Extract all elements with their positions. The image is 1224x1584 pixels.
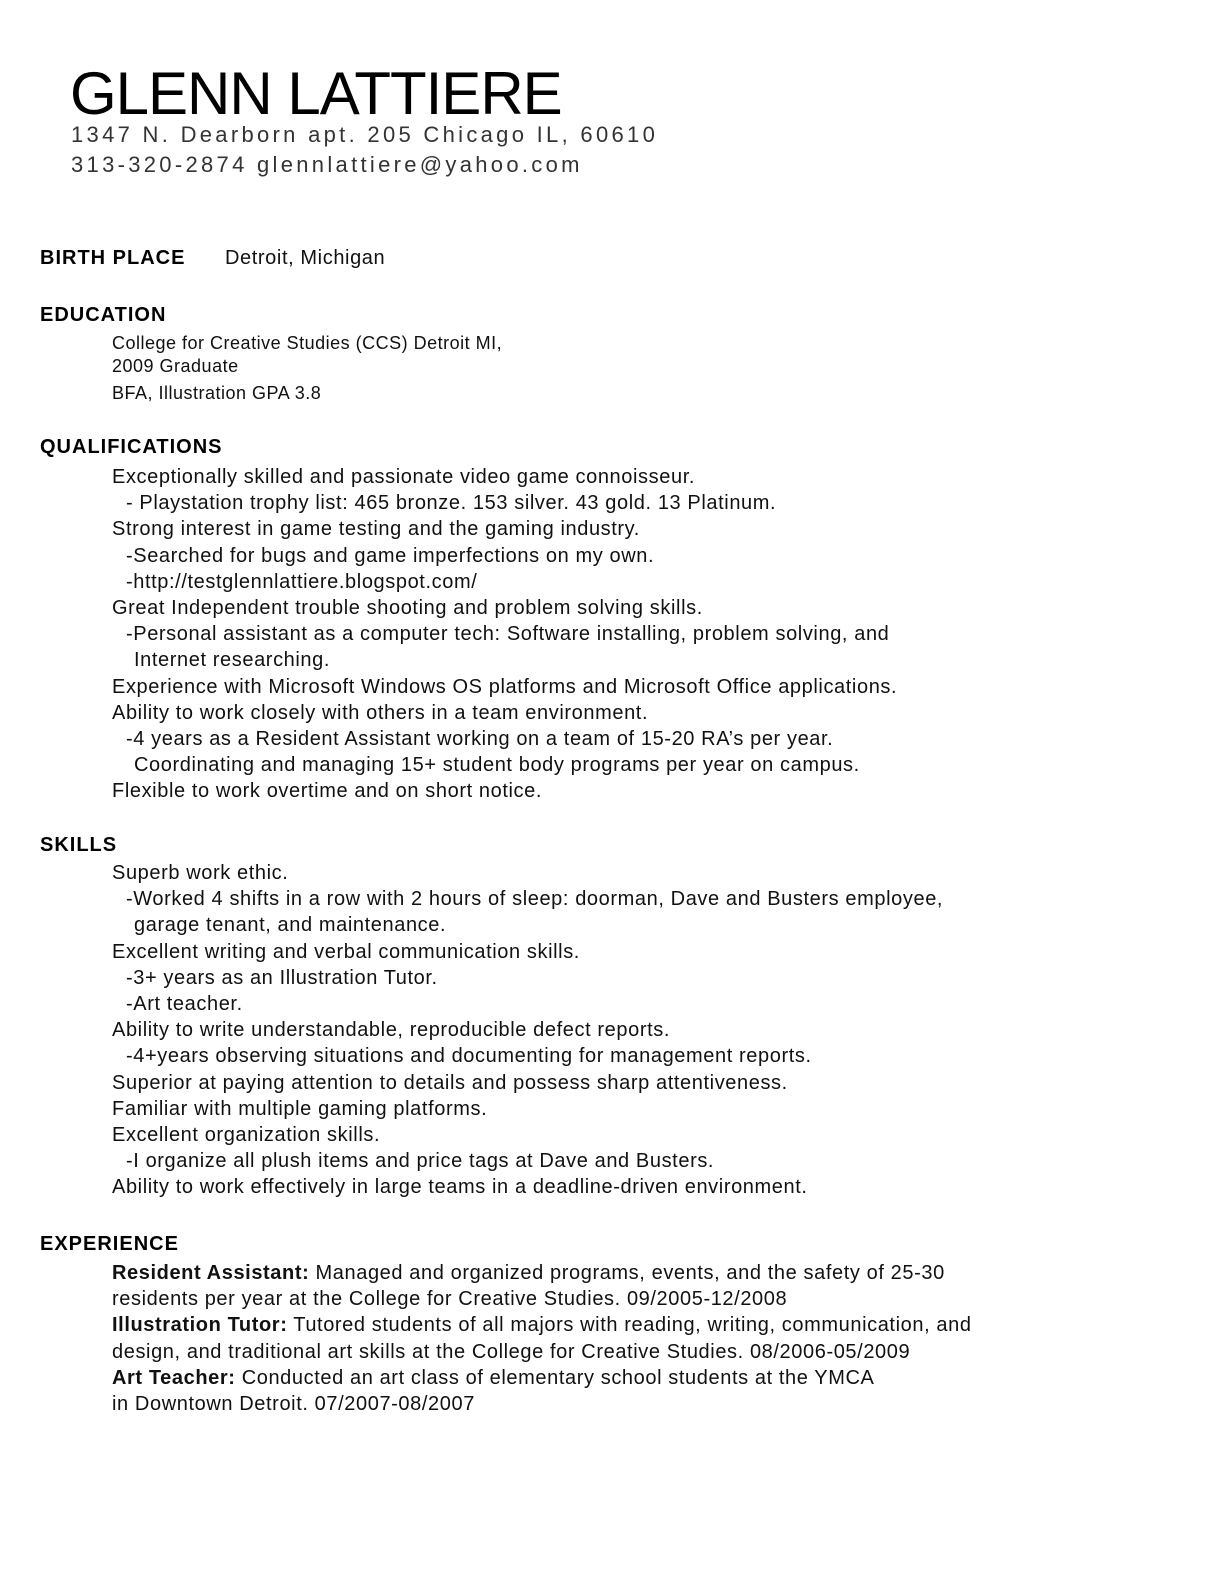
birth-place-label: BIRTH PLACE bbox=[40, 247, 186, 269]
list-item: Ability to work effectively in large teams in a deadline-driven environment. bbox=[112, 1176, 808, 1199]
list-item: Strong interest in game testing and the gaming industry. bbox=[112, 518, 640, 541]
birth-place-value: Detroit, Michigan bbox=[225, 247, 386, 269]
list-subitem: Internet researching. bbox=[134, 649, 331, 672]
job-description-continued: design, and traditional art skills at the College for Creative Studies. 08/2006-05/2009 bbox=[112, 1340, 911, 1363]
job-description: Conducted an art class of elementary school students at the YMCA bbox=[235, 1366, 875, 1389]
list-subitem: Coordinating and managing 15+ student body programs per year on campus. bbox=[134, 754, 860, 777]
list-subitem: -Searched for bugs and game imperfections on my own. bbox=[126, 544, 655, 567]
experience-entry bbox=[112, 1365, 874, 1391]
list-item: Ability to write understandable, reproducible defect reports. bbox=[112, 1019, 670, 1042]
list-item: Excellent writing and verbal communication skills. bbox=[112, 940, 580, 963]
list-subitem: -http://testglennlattiere.blogspot.com/ bbox=[126, 570, 478, 593]
job-description-continued: in Downtown Detroit. 07/2007-08/2007 bbox=[112, 1393, 475, 1415]
job-title: Art Teacher: bbox=[112, 1366, 236, 1389]
list-subitem: -4+years observing situations and documenting for management reports. bbox=[126, 1045, 812, 1068]
job-title: Illustration Tutor: bbox=[112, 1314, 288, 1337]
education-line: College for Creative Studies (CCS) Detroit MI, bbox=[112, 333, 503, 353]
phone-email: 313-320-2874 glennlattiere@yahoo.com bbox=[71, 152, 583, 177]
education-line: 2009 Graduate bbox=[112, 356, 239, 376]
list-item: Superior at paying attention to details and possess sharp attentiveness. bbox=[112, 1071, 788, 1094]
applicant-name: GLENN LATTIERE bbox=[70, 60, 562, 127]
list-item: Familiar with multiple gaming platforms. bbox=[112, 1097, 488, 1120]
list-subitem: -4 years as a Resident Assistant working on a team of 15-20 RA’s per year. bbox=[126, 728, 834, 750]
experience-heading: EXPERIENCE bbox=[40, 1233, 179, 1255]
qualifications-heading: QUALIFICATIONS bbox=[40, 436, 223, 458]
job-description: Tutored students of all majors with reading, writing, communication, and bbox=[287, 1314, 972, 1337]
job-title: Resident Assistant: bbox=[112, 1262, 310, 1284]
list-item: Great Independent trouble shooting and problem solving skills. bbox=[112, 597, 703, 619]
list-item: Experience with Microsoft Windows OS platforms and Microsoft Office applications. bbox=[112, 675, 898, 698]
list-subitem: -Personal assistant as a computer tech: Software installing, problem solving, and bbox=[126, 623, 890, 646]
skills-heading: SKILLS bbox=[40, 834, 118, 856]
list-item: Exceptionally skilled and passionate video game connoisseur. bbox=[112, 466, 696, 488]
list-item: Ability to work closely with others in a team environment. bbox=[112, 701, 649, 724]
list-item: Flexible to work overtime and on short notice. bbox=[112, 780, 543, 803]
job-description: Managed and organized programs, events, and the safety of 25-30 bbox=[309, 1262, 945, 1284]
list-subitem: -I organize all plush items and price tags at Dave and Busters. bbox=[126, 1150, 715, 1173]
list-item: Excellent organization skills. bbox=[112, 1124, 381, 1146]
education-heading: EDUCATION bbox=[40, 304, 167, 326]
job-description-continued: residents per year at the College for Creative Studies. 09/2005-12/2008 bbox=[112, 1288, 788, 1311]
list-subitem: -Worked 4 shifts in a row with 2 hours of sleep: doorman, Dave and Busters employee, bbox=[126, 888, 944, 911]
list-item: Superb work ethic. bbox=[112, 862, 289, 884]
experience-entry bbox=[112, 1312, 972, 1338]
list-subitem: - Playstation trophy list: 465 bronze. 153 silver. 43 gold. 13 Platinum. bbox=[126, 492, 777, 515]
list-subitem: garage tenant, and maintenance. bbox=[134, 914, 447, 937]
experience-entry bbox=[112, 1260, 945, 1286]
education-line: BFA, Illustration GPA 3.8 bbox=[112, 383, 322, 403]
address: 1347 N. Dearborn apt. 205 Chicago IL, 60610 bbox=[71, 122, 659, 147]
list-subitem: -3+ years as an Illustration Tutor. bbox=[126, 966, 438, 989]
list-subitem: -Art teacher. bbox=[126, 993, 243, 1015]
